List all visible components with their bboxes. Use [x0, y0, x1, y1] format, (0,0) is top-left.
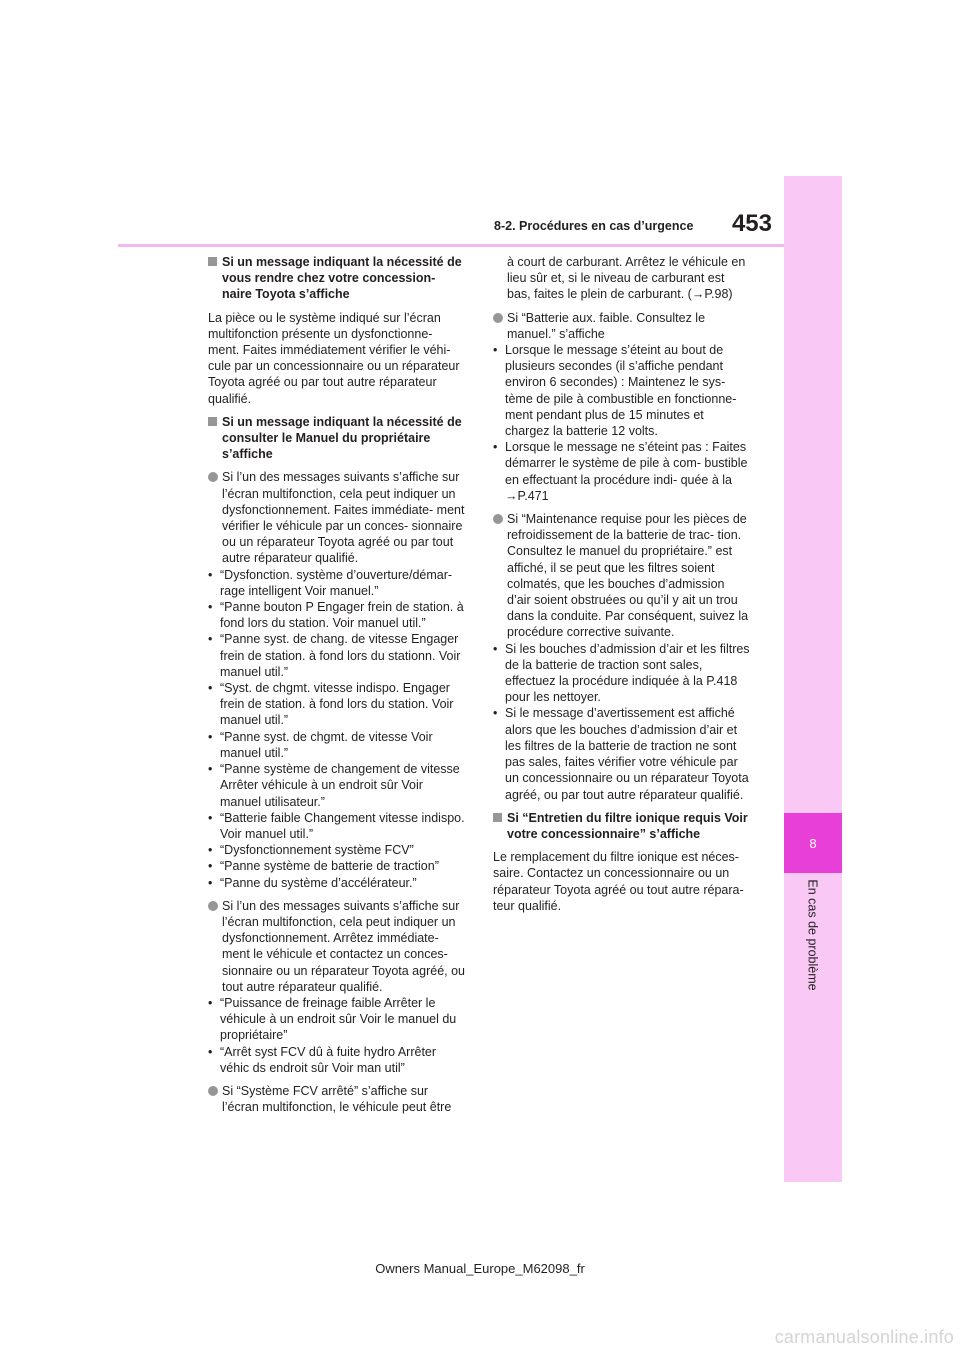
circle-marker-icon — [208, 472, 218, 482]
dot-paragraph — [493, 511, 751, 641]
paragraph-dealer-visit: La pièce ou le système indiqué sur l’écran multifonction présente un dysfonctionne- ment. Faites immédiatement vérifier le véhi- cule par un concessionnaire ou un réparateur Toyota agréé ou par tout autre réparateur qualifié. — [208, 310, 460, 406]
square-marker-icon — [208, 257, 217, 266]
square-marker-icon — [493, 813, 502, 822]
page-number: 453 — [731, 210, 772, 237]
list-item: • Lorsque le message ne s’éteint pas : Faites démarrer le système de pile à com- bustible en effectuant la procédure indi- quée à la →P.471 — [493, 439, 751, 504]
dot-text: Si “Système FCV arrêté” s’affiche sur l’écran multifonction, le véhicule peut être — [222, 1083, 452, 1115]
dot-text: Si “Batterie aux. faible. Consultez le manuel.” s’affiche — [507, 310, 706, 341]
list-item: • “Panne système de changement de vitesse Arrêter véhicule à un endroit sûr Voir manuel utilisateur.” — [208, 761, 466, 810]
header-rule — [118, 244, 784, 247]
heading-text: Si un message indiquant la nécessité de vous rendre chez votre concession- naire Toyota s’affiche — [222, 255, 462, 302]
dot-text: Si l’un des messages suivants s’affiche sur l’écran multifonction, cela peut indiquer un dysfonctionnement. Arrêtez immédiate- ment le véhicule et contactez un conces- sionnaire ou un réparateur Toyota agréé, ou tout autre réparateur qualifié. — [222, 898, 465, 994]
heading-text: Si “Entretien du filtre ionique requis Voir votre concessionnaire” s’affiche — [507, 810, 748, 841]
list-item: • “Dysfonction. système d’ouverture/démar- rage intelligent Voir manuel.” — [208, 567, 466, 599]
heading-text: Si un message indiquant la nécessité de consulter le Manuel du propriétaire s’affiche — [222, 414, 462, 462]
list-item: • “Panne du système d’accélérateur.” — [208, 875, 466, 891]
list-item: • “Panne système de batterie de traction” — [208, 858, 466, 874]
circle-marker-icon — [208, 901, 218, 911]
chapter-title: En cas de problème — [806, 879, 820, 991]
chapter-number-tab — [784, 813, 842, 873]
list-item: • “Arrêt syst FCV dû à fuite hydro Arrêter véhic ds endroit sûr Voir man util” — [208, 1044, 466, 1076]
continued-paragraph: à court de carburant. Arrêtez le véhicule en lieu sûr et, si le niveau de carburant est bas, faites le plein de carburant. (→P.98) — [507, 255, 746, 302]
list-item: • “Dysfonctionnement système FCV” — [208, 842, 466, 858]
dot-paragraph — [493, 310, 751, 342]
list-item: • “Panne syst. de chang. de vitesse Engager frein de station. à fond lors du stationn. Voir manuel util.” — [208, 631, 466, 680]
dot-paragraph — [208, 469, 466, 566]
list-item: • Si le message d’avertissement est affiché alors que les bouches d’admission d’air et les filtres de la batterie de traction ne sont pas sales, faites vérifier votre véhicule par un concessionnaire ou un réparateur Toyota agréé, ou par tout autre réparateur qualifié. — [493, 705, 751, 802]
section-title: 8-2. Procédures en cas d’urgence — [494, 219, 694, 233]
paragraph-ion-filter: Le remplacement du filtre ionique est néces- saire. Contactez un concessionnaire ou un réparateur Toyota agréé ou tout autre répara- teur qualifié. — [493, 850, 744, 913]
list-item: • “Syst. de chgmt. vitesse indispo. Engager frein de station. à fond lors du station. Voir manuel util.” — [208, 680, 466, 729]
footer-manual-id: Owners Manual_Europe_M62098_fr — [375, 1261, 585, 1276]
dot-text: Si “Maintenance requise pour les pièces de refroidissement de la batterie de trac- tion. Consultez le manuel du propriétaire.” est affiché, il se peut que les filtres soient colmatés, que les bouches d’admission d’air soient obstruées ou qu’il y ait un trou dans la conduite. Par conséquent, suivez la procédure corrective suivante. — [507, 512, 749, 640]
heading-owner-manual — [208, 414, 466, 463]
list-item: • “Panne bouton P Engager frein de station. à fond lors du station. Voir manuel util.” — [208, 599, 466, 631]
chapter-side-strip — [784, 176, 842, 1182]
list-item: • “Puissance de freinage faible Arrêter le véhicule à un endroit sûr Voir le manuel du propriétaire” — [208, 995, 466, 1044]
right-column — [493, 254, 751, 914]
circle-marker-icon — [493, 514, 503, 524]
watermark: carmanualsonline.info — [774, 1327, 954, 1347]
square-marker-icon — [208, 417, 217, 426]
left-column — [208, 254, 466, 1115]
chapter-title-tab — [784, 880, 842, 990]
list-item: • “Batterie faible Changement vitesse indispo. Voir manuel util.” — [208, 810, 466, 842]
dot-text: Si l’un des messages suivants s’affiche sur l’écran multifonction, cela peut indiquer un dysfonctionnement. Faites immédiate- ment vérifier le véhicule par un conces- sionnaire ou un réparateur Toyota agréé ou par tout autre réparateur qualifié. — [222, 470, 465, 566]
dot-paragraph — [208, 1083, 466, 1115]
list-item: • Si les bouches d’admission d’air et les filtres de la batterie de traction sont sales, effectuez la procédure indiquée à la P.418 pour les nettoyer. — [493, 641, 751, 706]
dot-paragraph — [208, 898, 466, 995]
heading-dealer-visit — [208, 254, 466, 303]
list-item: • “Panne syst. de chgmt. de vitesse Voir manuel util.” — [208, 729, 466, 761]
circle-marker-icon — [208, 1086, 218, 1096]
list-item: • Lorsque le message s’éteint au bout de plusieurs secondes (il s’affiche pendant environ 6 secondes) : Maintenez le sys- tème de pile à combustible en fonctionne- ment pendant plus de 15 minutes et chargez la batterie 12 volts. — [493, 342, 751, 439]
heading-ion-filter — [493, 810, 751, 842]
chapter-number: 8 — [809, 835, 817, 851]
circle-marker-icon — [493, 313, 503, 323]
